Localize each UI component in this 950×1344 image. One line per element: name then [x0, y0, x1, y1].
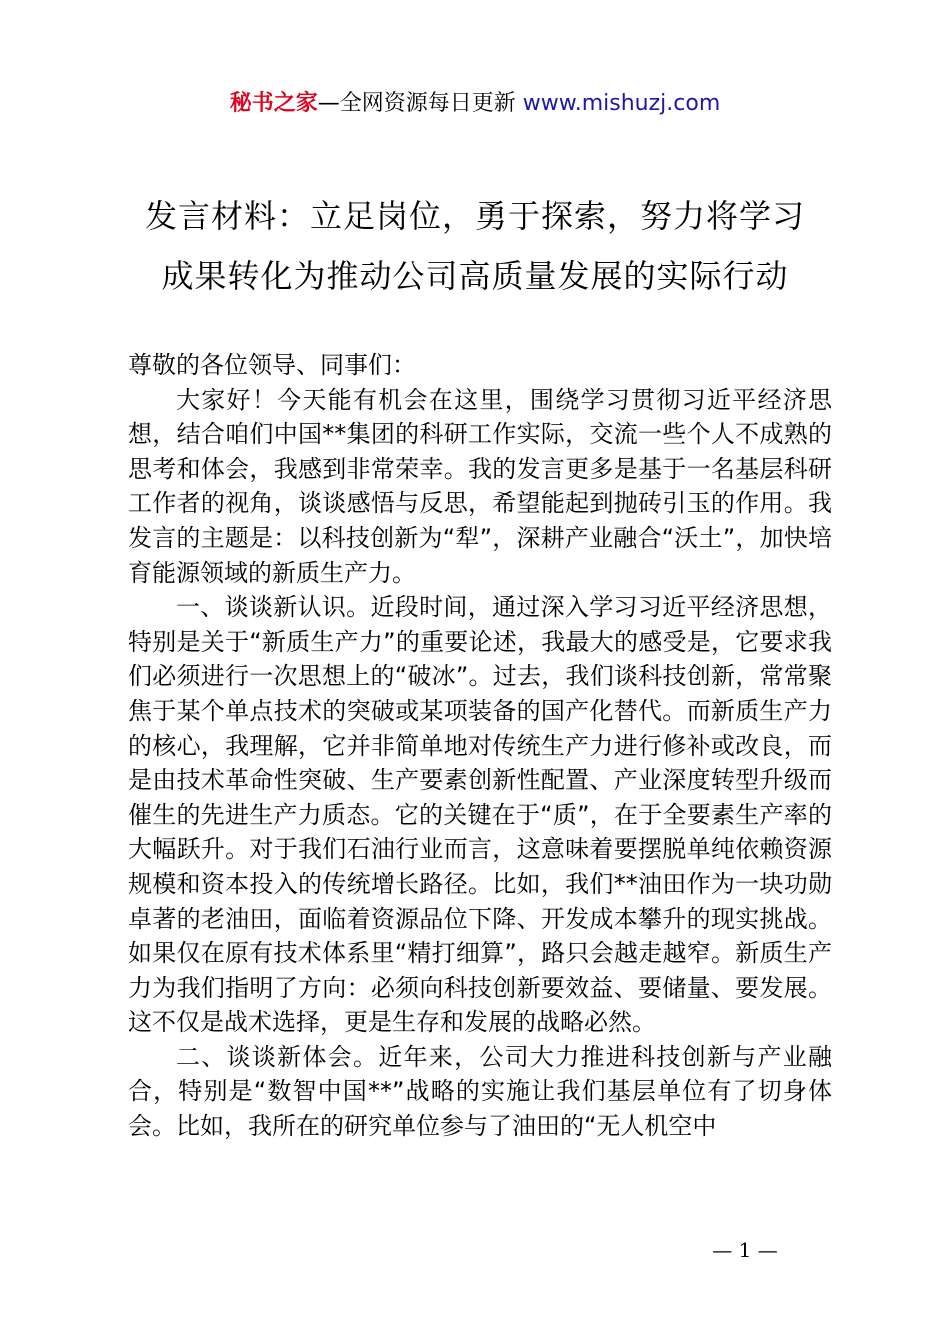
brand-name: 秘书之家: [229, 91, 318, 116]
title-line-1: 发言材料：立足岗位，勇于探索，努力将学习: [144, 197, 805, 235]
paragraph-intro: 大家好！今天能有机会在这里，围绕学习贯彻习近平经济思想，结合咱们中国**集团的科研工作实际，交流一些个人不成熟的思考和体会，我感到非常荣幸。我的发言更多是基于一名基层科研工作者的视角，谈谈感悟与反思，希望能起到抛砖引玉的作用。我发言的主题是：以科技创新为“犁”，深耕产业融合“沃土”，加快培育能源领域的新质生产力。: [128, 385, 832, 587]
paragraph-section-2: 二、谈谈新体会。近年来，公司大力推进科技创新与产业融合，特别是“数智中国**”战略的实施让我们基层单位有了切身体会。比如，我所在的研究单位参与了油田的“无人机空中: [128, 1042, 832, 1141]
salutation: 尊敬的各位领导、同事们：: [128, 351, 416, 379]
title-line-2: 成果转化为推动公司高质量发展的实际行动: [161, 257, 789, 295]
site-header: [0, 88, 950, 120]
page-number: — 1 —: [712, 1238, 778, 1262]
document-body: [128, 348, 832, 1144]
header-slogan: —全网资源每日更新: [317, 91, 523, 116]
document-title: [95, 186, 855, 306]
site-url-link[interactable]: www.mishuzj.com: [522, 91, 721, 116]
paragraph-section-1: 一、谈谈新认识。近段时间，通过深入学习习近平经济思想，特别是关于“新质生产力”的重要论述，我最大的感受是，它要求我们必须进行一次思想上的“破冰”。过去，我们谈科技创新，常常聚焦于某个单点技术的突破或某项装备的国产化替代。而新质生产力的核心，我理解，它并非简单地对传统生产力进行修补或改良，而是由技术革命性突破、生产要素创新性配置、产业深度转型升级而催生的先进生产力质态。它的关键在于“质”，在于全要素生产率的大幅跃升。对于我们石油行业而言，这意味着要摆脱单纯依赖资源规模和资本投入的传统增长路径。比如，我们**油田作为一块功勋卓著的老油田，面临着资源品位下降、开发成本攀升的现实挑战。如果仅在原有技术体系里“精打细算”，路只会越走越窄。新质生产力为我们指明了方向：必须向科技创新要效益、要储量、要发展。这不仅是战术选择，更是生存和发展的战略必然。: [128, 593, 832, 1037]
